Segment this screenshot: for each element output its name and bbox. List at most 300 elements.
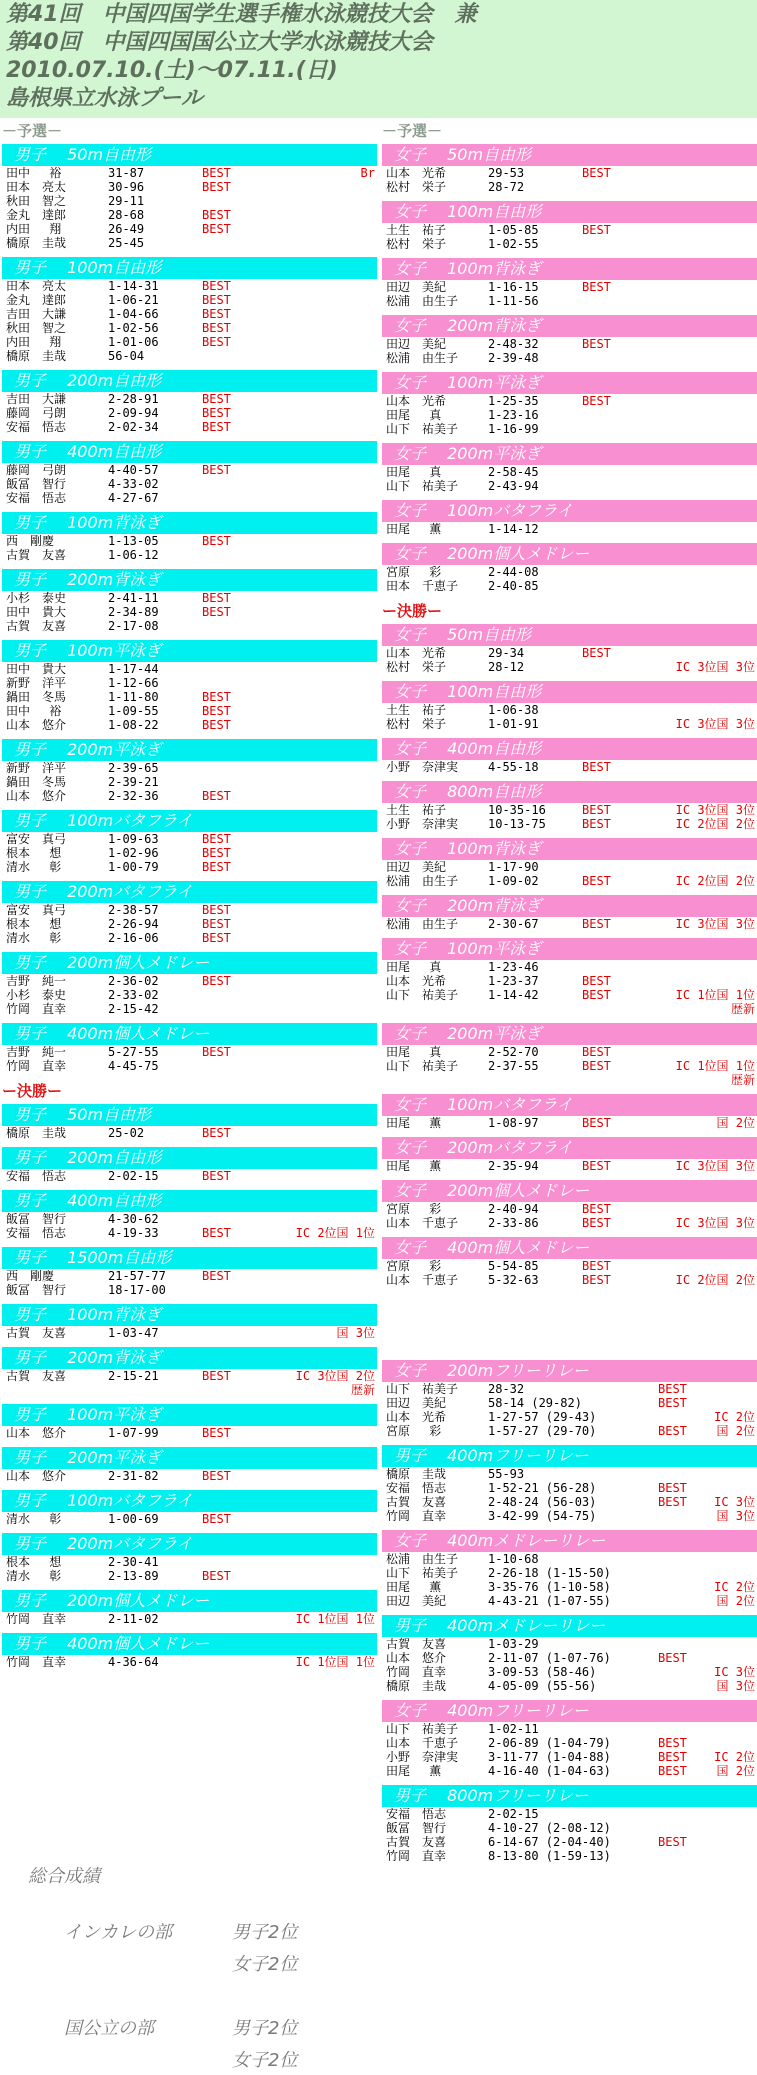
- result-row: [2, 662, 377, 676]
- result-time: 10-35-16: [488, 803, 546, 817]
- best-mark: BEST: [202, 1426, 231, 1440]
- swimmer-name: 安福 悟志: [386, 1481, 447, 1495]
- event-title-bar: 男子 200mバタフライ: [2, 881, 377, 903]
- event-block: [2, 144, 377, 250]
- swimmer-name: 古賀 友喜: [6, 619, 67, 633]
- best-mark: BEST: [658, 1750, 687, 1764]
- result-row: [2, 1059, 377, 1073]
- swimmer-name: 田尾 真: [386, 960, 442, 974]
- result-time: 2-39-65: [108, 761, 159, 775]
- result-row: [382, 1509, 757, 1523]
- result-time: 1-09-02: [488, 874, 539, 888]
- summary-kokkoritsu-label: 国公立の部: [64, 2018, 154, 2039]
- event-block: [2, 1347, 377, 1397]
- ranking-note: IC 1位国 1位: [675, 1059, 755, 1073]
- result-time: 1-27-57 (29-43): [488, 1410, 597, 1424]
- result-time: 6-14-67 (2-04-40): [488, 1835, 611, 1849]
- swimmer-name: 竹岡 直幸: [6, 1655, 67, 1669]
- result-row: [2, 1383, 377, 1397]
- result-time: 2-11-02: [108, 1612, 159, 1626]
- swimmer-name: 松浦 由生子: [386, 294, 459, 308]
- event-block: [2, 1533, 377, 1583]
- swimmer-name: 山本 光希: [386, 166, 447, 180]
- best-mark: BEST: [582, 917, 611, 931]
- swimmer-name: 清水 彰: [6, 931, 62, 945]
- event-block: [2, 1190, 377, 1240]
- best-mark: BEST: [202, 903, 231, 917]
- event-block: [2, 1304, 377, 1340]
- swimmer-name: 田辺 美紀: [386, 1396, 447, 1410]
- section-heading: [382, 120, 757, 142]
- result-row: [382, 1467, 757, 1481]
- result-row: [382, 1637, 757, 1651]
- result-time: 4-16-40 (1-04-63): [488, 1764, 611, 1778]
- result-row: [382, 1807, 757, 1821]
- ranking-note: IC 3位国 2位: [295, 1369, 375, 1383]
- result-time: 1-11-80: [108, 690, 159, 704]
- result-row: [382, 817, 757, 831]
- best-mark: BEST: [202, 293, 231, 307]
- result-row: [382, 1736, 757, 1750]
- event-title-bar: 女子 50m自由形: [382, 624, 757, 646]
- swimmer-name: 山下 祐美子: [386, 422, 459, 436]
- result-time: 1-00-69: [108, 1512, 159, 1526]
- result-row: [382, 337, 757, 351]
- event-block: [2, 739, 377, 803]
- event-title-bar: 男子 100m平泳ぎ: [2, 640, 377, 662]
- event-title-bar: 女子 200mバタフライ: [382, 1137, 757, 1159]
- swimmer-name: 田尾 薫: [386, 1764, 442, 1778]
- event-block: [382, 1530, 757, 1608]
- result-time: 1-23-46: [488, 960, 539, 974]
- result-row: [2, 1045, 377, 1059]
- best-mark: BEST: [202, 1512, 231, 1526]
- event-title-bar: 男子 400mフリーリレー: [382, 1445, 757, 1467]
- swimmer-name: 新野 洋平: [6, 676, 67, 690]
- preliminaries-heading: －予選－: [2, 122, 63, 140]
- ranking-note: IC 2位: [714, 1410, 755, 1424]
- ranking-note: IC 3位国 3位: [675, 917, 755, 931]
- result-row: [2, 931, 377, 945]
- result-time: 2-40-85: [488, 579, 539, 593]
- best-mark: BEST: [582, 280, 611, 294]
- result-time: 28-72: [488, 180, 525, 194]
- best-mark: BEST: [202, 420, 231, 434]
- swimmer-name: 山本 悠介: [6, 1426, 67, 1440]
- event-block: [382, 1023, 757, 1087]
- result-row: [2, 676, 377, 690]
- swimmer-name: 田本 千恵子: [386, 579, 459, 593]
- result-row: [382, 1679, 757, 1693]
- event-title-bar: 男子 200m個人メドレー: [2, 952, 377, 974]
- swimmer-name: 山本 悠介: [386, 1651, 447, 1665]
- result-row: [382, 1159, 757, 1173]
- swimmer-name: 山下 祐美子: [386, 479, 459, 493]
- result-time: 2-15-21: [108, 1369, 159, 1383]
- event-block: [2, 1023, 377, 1073]
- summary-inkare-women: 女子2位: [232, 1954, 298, 1975]
- swimmer-name: 宮原 彩: [386, 1259, 442, 1273]
- swimmer-name: 古賀 友喜: [6, 548, 67, 562]
- swimmer-name: 山本 悠介: [6, 718, 67, 732]
- event-block: [2, 1633, 377, 1669]
- result-time: 28-32: [488, 1382, 525, 1396]
- swimmer-name: 田中 貴大: [6, 605, 67, 619]
- event-block: [382, 1445, 757, 1523]
- event-title-bar: 女子 100m自由形: [382, 201, 757, 223]
- swimmer-name: 古賀 友喜: [386, 1495, 447, 1509]
- result-time: 1-04-66: [108, 307, 159, 321]
- event-title-bar: 男子 1500m自由形: [2, 1247, 377, 1269]
- event-block: [2, 1104, 377, 1140]
- result-row: [2, 534, 377, 548]
- result-row: [2, 1269, 377, 1283]
- event-title-bar: 男子 200mバタフライ: [2, 1533, 377, 1555]
- result-row: [2, 1655, 377, 1669]
- swimmer-name: 橋原 圭哉: [6, 349, 67, 363]
- best-mark: BEST: [658, 1481, 687, 1495]
- best-mark: BEST: [658, 1424, 687, 1438]
- swimmer-name: 橋原 圭哉: [6, 1126, 67, 1140]
- swimmer-name: 山本 悠介: [6, 1469, 67, 1483]
- event-title-bar: 女子 100m背泳ぎ: [382, 258, 757, 280]
- ranking-note: 国 2位: [716, 1764, 755, 1778]
- result-time: 2-16-06: [108, 931, 159, 945]
- result-row: [2, 591, 377, 605]
- best-mark: BEST: [582, 646, 611, 660]
- swimmer-name: 安福 悟志: [6, 420, 67, 434]
- swimmer-name: 田尾 真: [386, 408, 442, 422]
- result-row: [382, 579, 757, 593]
- result-row: [2, 1369, 377, 1383]
- result-row: [2, 208, 377, 222]
- event-title-bar: 男子 200m平泳ぎ: [2, 1447, 377, 1469]
- result-time: 2-41-11: [108, 591, 159, 605]
- result-row: [382, 960, 757, 974]
- swimmer-name: 橋原 圭哉: [386, 1679, 447, 1693]
- result-time: 26-49: [108, 222, 145, 236]
- ranking-note: 国 3位: [716, 1509, 755, 1523]
- result-row: [2, 463, 377, 477]
- result-row: [382, 988, 757, 1002]
- result-time: 4-10-27 (2-08-12): [488, 1821, 611, 1835]
- result-row: [2, 1226, 377, 1240]
- result-row: [382, 1594, 757, 1608]
- ranking-note: 国 2位: [716, 1424, 755, 1438]
- event-block: [2, 881, 377, 945]
- result-time: 1-12-66: [108, 676, 159, 690]
- result-time: 5-54-85: [488, 1259, 539, 1273]
- result-time: 1-06-38: [488, 703, 539, 717]
- section-heading: [2, 120, 377, 142]
- ranking-note: IC 1位国 1位: [295, 1655, 375, 1669]
- event-block: [382, 201, 757, 251]
- event-title-bar: 女子 400m個人メドレー: [382, 1237, 757, 1259]
- result-time: 4-27-67: [108, 491, 159, 505]
- swimmer-name: 山下 祐美子: [386, 1722, 459, 1736]
- result-row: [2, 832, 377, 846]
- best-mark: BEST: [202, 208, 231, 222]
- best-mark: BEST: [658, 1736, 687, 1750]
- result-time: 1-06-21: [108, 293, 159, 307]
- best-mark: BEST: [202, 222, 231, 236]
- result-row: [382, 1821, 757, 1835]
- result-time: 1-17-90: [488, 860, 539, 874]
- swimmer-name: 山下 祐美子: [386, 988, 459, 1002]
- event-block: [382, 838, 757, 888]
- event-block: [2, 1147, 377, 1183]
- result-row: [382, 1396, 757, 1410]
- ranking-note: IC 3位: [714, 1665, 755, 1679]
- summary-kokkoritsu-men: 男子2位: [232, 2018, 298, 2039]
- event-block: [382, 543, 757, 593]
- swimmer-name: 宮原 彩: [386, 1202, 442, 1216]
- result-time: 1-02-55: [488, 237, 539, 251]
- swimmer-name: 田尾 真: [386, 1045, 442, 1059]
- result-time: 1-06-12: [108, 548, 159, 562]
- event-title-bar: 男子 200m平泳ぎ: [2, 739, 377, 761]
- best-mark: BEST: [202, 917, 231, 931]
- result-time: 1-01-91: [488, 717, 539, 731]
- result-row: [2, 619, 377, 633]
- best-mark: BEST: [582, 1202, 611, 1216]
- best-mark: BEST: [202, 321, 231, 335]
- result-time: 30-96: [108, 180, 145, 194]
- result-time: 1-02-96: [108, 846, 159, 860]
- event-title-bar: 女子 200m平泳ぎ: [382, 1023, 757, 1045]
- event-title-bar: 女子 200mフリーリレー: [382, 1360, 757, 1382]
- event-title-bar: 女子 100m平泳ぎ: [382, 938, 757, 960]
- result-row: [382, 1651, 757, 1665]
- best-mark: BEST: [202, 392, 231, 406]
- result-row: [382, 860, 757, 874]
- event-title-bar: 男子 200m自由形: [2, 370, 377, 392]
- ranking-note: IC 3位国 3位: [675, 660, 755, 674]
- swimmer-name: 田中 裕: [6, 704, 62, 718]
- swimmer-name: 清水 彰: [6, 1512, 62, 1526]
- best-mark: BEST: [202, 1169, 231, 1183]
- best-mark: BEST: [582, 1159, 611, 1173]
- best-mark: BEST: [202, 534, 231, 548]
- swimmer-name: 小野 奈津実: [386, 817, 459, 831]
- result-row: [2, 1212, 377, 1226]
- swimmer-name: 松浦 由生子: [386, 1552, 459, 1566]
- result-time: 1-05-85: [488, 223, 539, 237]
- best-mark: BEST: [582, 1259, 611, 1273]
- result-row: [2, 718, 377, 732]
- event-block: [382, 500, 757, 536]
- result-row: [382, 1259, 757, 1273]
- result-row: [382, 1566, 757, 1580]
- result-time: 58-14 (29-82): [488, 1396, 582, 1410]
- result-time: 1-52-21 (56-28): [488, 1481, 597, 1495]
- ranking-note: 国 2位: [716, 1116, 755, 1130]
- result-time: 2-11-07 (1-07-76): [488, 1651, 611, 1665]
- event-block: [2, 952, 377, 1016]
- best-mark: BEST: [202, 832, 231, 846]
- swimmer-name: 根本 想: [6, 846, 62, 860]
- swimmer-name: 田尾 薫: [386, 1580, 442, 1594]
- event-block: [382, 1360, 757, 1438]
- event-block: [2, 1404, 377, 1440]
- event-title-bar: 男子 100mバタフライ: [2, 810, 377, 832]
- result-row: [382, 465, 757, 479]
- header-line-3: 2010.07.10.(土)～07.11.(日): [6, 58, 338, 83]
- result-row: [2, 1469, 377, 1483]
- event-block: [382, 1137, 757, 1173]
- swimmer-name: 田辺 美紀: [386, 280, 447, 294]
- result-row: [2, 222, 377, 236]
- result-row: [2, 293, 377, 307]
- result-row: [2, 1555, 377, 1569]
- result-row: [382, 1495, 757, 1509]
- result-row: [2, 1169, 377, 1183]
- best-mark: BEST: [582, 1116, 611, 1130]
- best-mark: BEST: [202, 718, 231, 732]
- swimmer-name: 田本 亮太: [6, 279, 67, 293]
- best-mark: BEST: [658, 1396, 687, 1410]
- event-title-bar: 男子 400m個人メドレー: [2, 1633, 377, 1655]
- swimmer-name: 古賀 友喜: [386, 1835, 447, 1849]
- result-row: [2, 406, 377, 420]
- result-time: 3-42-99 (54-75): [488, 1509, 597, 1523]
- swimmer-name: 山本 光希: [386, 1410, 447, 1424]
- result-time: 25-02: [108, 1126, 145, 1140]
- result-row: [382, 1073, 757, 1087]
- ranking-note: 国 3位: [336, 1326, 375, 1340]
- best-mark: BEST: [202, 1369, 231, 1383]
- result-time: 2-36-02: [108, 974, 159, 988]
- swimmer-name: 竹岡 直幸: [386, 1665, 447, 1679]
- result-row: [382, 717, 757, 731]
- result-time: 4-40-57: [108, 463, 159, 477]
- result-time: 2-26-94: [108, 917, 159, 931]
- result-time: 2-48-24 (56-03): [488, 1495, 597, 1509]
- event-block: [382, 681, 757, 731]
- result-row: [382, 760, 757, 774]
- summary-inkare-men: 男子2位: [232, 1922, 298, 1943]
- swimmer-name: 内田 翔: [6, 222, 62, 236]
- result-time: 29-34: [488, 646, 525, 660]
- best-mark: BEST: [202, 180, 231, 194]
- best-mark: BEST: [202, 789, 231, 803]
- result-row: [382, 1835, 757, 1849]
- result-time: 2-44-08: [488, 565, 539, 579]
- best-mark: BEST: [202, 931, 231, 945]
- result-time: 2-37-55: [488, 1059, 539, 1073]
- result-row: [2, 1283, 377, 1297]
- result-time: 4-45-75: [108, 1059, 159, 1073]
- event-title-bar: 男子 400mメドレーリレー: [382, 1615, 757, 1637]
- best-mark: BEST: [202, 704, 231, 718]
- result-row: [382, 180, 757, 194]
- result-row: [382, 1849, 757, 1863]
- result-time: 4-19-33: [108, 1226, 159, 1240]
- swimmer-name: 宮原 彩: [386, 1424, 442, 1438]
- result-row: [2, 1512, 377, 1526]
- best-mark: BEST: [202, 279, 231, 293]
- result-row: [382, 408, 757, 422]
- swimmer-name: 土生 祐子: [386, 703, 447, 717]
- swimmer-name: 古賀 友喜: [6, 1369, 67, 1383]
- event-block: [382, 1615, 757, 1693]
- result-time: 2-30-41: [108, 1555, 159, 1569]
- result-time: 2-13-89: [108, 1569, 159, 1583]
- swimmer-name: 松村 栄子: [386, 180, 447, 194]
- best-mark: BEST: [202, 1126, 231, 1140]
- result-row: [2, 988, 377, 1002]
- result-time: 4-36-64: [108, 1655, 159, 1669]
- event-title-bar: 男子 100m背泳ぎ: [2, 1304, 377, 1326]
- result-time: 2-26-18 (1-15-50): [488, 1566, 611, 1580]
- result-time: 1-23-37: [488, 974, 539, 988]
- swimmer-name: 松村 栄子: [386, 717, 447, 731]
- result-time: 1-08-97: [488, 1116, 539, 1130]
- event-block: [382, 372, 757, 436]
- result-time: 1-13-05: [108, 534, 159, 548]
- ranking-note: IC 2位国 2位: [675, 817, 755, 831]
- ranking-note: IC 1位国 1位: [675, 988, 755, 1002]
- best-mark: BEST: [202, 974, 231, 988]
- event-title-bar: 男子 100mバタフライ: [2, 1490, 377, 1512]
- swimmer-name: 田中 貴大: [6, 662, 67, 676]
- result-row: [2, 194, 377, 208]
- result-time: 2-30-67: [488, 917, 539, 931]
- swimmer-name: 松浦 由生子: [386, 917, 459, 931]
- result-time: 1-02-56: [108, 321, 159, 335]
- swimmer-name: 田辺 美紀: [386, 860, 447, 874]
- result-row: [382, 394, 757, 408]
- event-block: [382, 1785, 757, 1863]
- result-time: 1-16-99: [488, 422, 539, 436]
- result-row: [382, 1202, 757, 1216]
- swimmer-name: 西 剛慶: [6, 534, 55, 548]
- result-time: 3-11-77 (1-04-88): [488, 1750, 611, 1764]
- swimmer-name: 飯冨 智行: [6, 1283, 67, 1297]
- event-title-bar: 女子 100mバタフライ: [382, 1094, 757, 1116]
- result-time: 2-58-45: [488, 465, 539, 479]
- event-block: [2, 1447, 377, 1483]
- event-title-bar: 男子 800mフリーリレー: [382, 1785, 757, 1807]
- event-title-bar: 男子 200m背泳ぎ: [2, 1347, 377, 1369]
- swimmer-name: 山本 千恵子: [386, 1273, 459, 1287]
- ranking-note: 国 2位: [716, 1594, 755, 1608]
- result-row: [382, 917, 757, 931]
- swimmer-name: 鍋田 冬馬: [6, 775, 67, 789]
- result-time: 2-43-94: [488, 479, 539, 493]
- result-row: [2, 690, 377, 704]
- event-title-bar: 女子 400m自由形: [382, 738, 757, 760]
- result-time: 2-17-08: [108, 619, 159, 633]
- event-title-bar: 女子 200m背泳ぎ: [382, 315, 757, 337]
- result-time: 2-28-91: [108, 392, 159, 406]
- section-heading: [382, 600, 757, 622]
- result-time: 2-39-21: [108, 775, 159, 789]
- swimmer-name: 安福 悟志: [6, 1226, 67, 1240]
- event-title-bar: 男子 400m自由形: [2, 441, 377, 463]
- result-row: [382, 237, 757, 251]
- swimmer-name: 飯冨 智行: [6, 477, 67, 491]
- result-time: 1-03-29: [488, 1637, 539, 1651]
- result-row: [382, 974, 757, 988]
- swimmer-name: 竹岡 直幸: [6, 1612, 67, 1626]
- result-row: [382, 1116, 757, 1130]
- swimmer-name: 根本 想: [6, 1555, 62, 1569]
- swimmer-name: 小野 奈津実: [386, 1750, 459, 1764]
- result-time: 1-57-27 (29-70): [488, 1424, 597, 1438]
- swimmer-name: 小野 奈津実: [386, 760, 459, 774]
- best-mark: BEST: [582, 1045, 611, 1059]
